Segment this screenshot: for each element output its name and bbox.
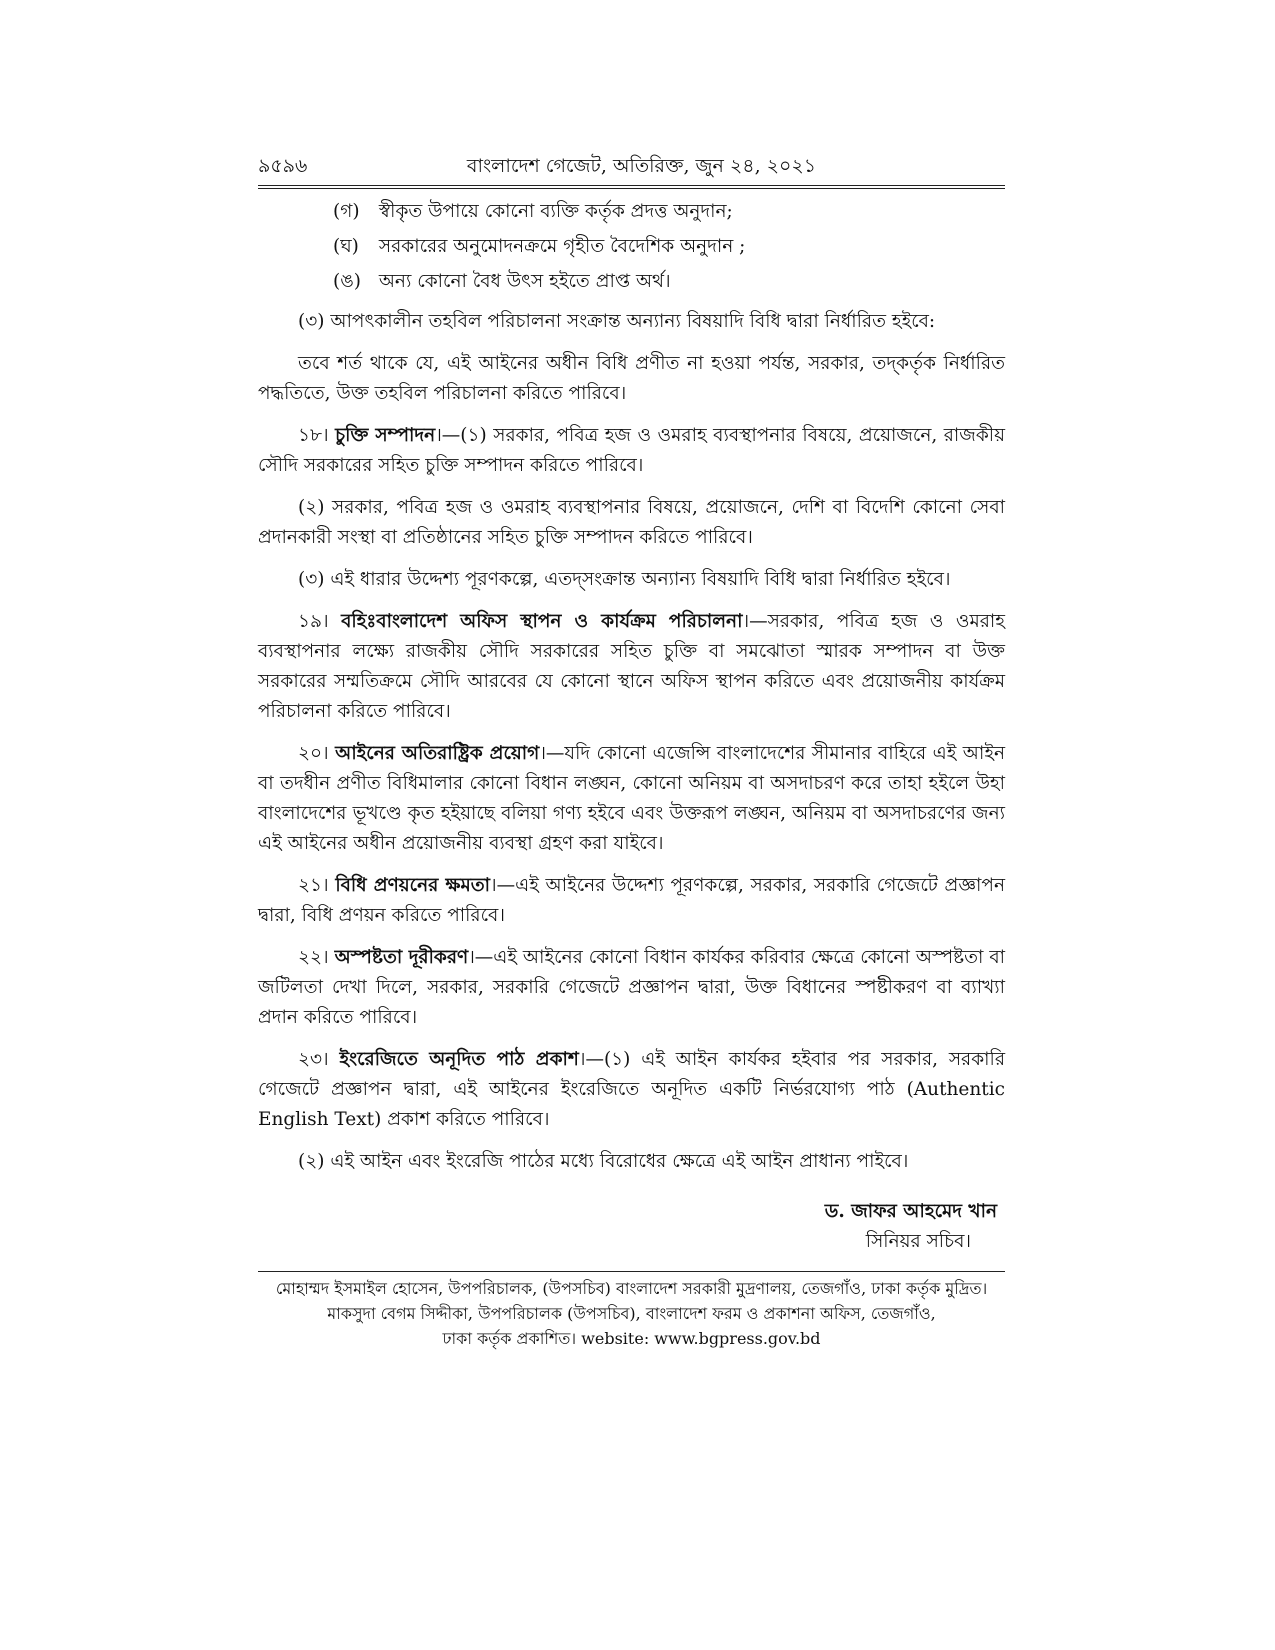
subsection-23-2: (২) এই আইন এবং ইংরেজি পাঠের মধ্যে বিরোধের ক্ষেত্রে এই আইন প্রাধান্য পাইবে। [298,1151,909,1172]
gazette-title: বাংলাদেশ গেজেট, অতিরিক্ত, জুন ২৪, ২০২১ [466,155,817,177]
section-title: ইংরেজিতে অনূদিত পাঠ প্রকাশ [339,1049,579,1070]
document-body [258,197,1005,1177]
item-marker: (ঙ) [333,271,362,292]
section-title: বিধি প্রণয়নের ক্ষমতা [335,875,491,896]
list-item [258,267,1005,297]
list-item [258,197,1005,227]
section-number: ২২। [298,947,329,968]
section-title: বহিঃবাংলাদেশ অফিস স্থাপন ও কার্যক্রম পরিচালনা [341,611,743,632]
header-rule [258,185,1005,186]
header-rule-2 [258,188,1005,189]
footer-line: মাকসুদা বেগম সিদ্দীকা, উপপরিচালক (উপসচিব), বাংলাদেশ ফরম ও প্রকাশনা অফিস, তেজগাঁও, [327,1304,936,1323]
section-number: ২১। [298,875,329,896]
section-text: ।—সরকার, পবিত্র হজ ও ওমরাহ ব্যবস্থাপনার লক্ষ্যে রাজকীয় সৌদি সরকারের সহিত চুক্তি বা সমঝোতা স্মারক সম্পাদন বা উক্ত সরকারের সম্মতিক্রমে সৌদি আরবের যে কোনো স্থানে অফিস স্থাপন করিতে এবং প্রয়োজনীয় কার্যক্রম পরিচালনা করিতে পারিবে। [258,611,1005,722]
signatory-designation: সিনিয়র সচিব। [865,1231,971,1252]
page-header [258,152,1005,182]
section-text: ।—(১) সরকার, পবিত্র হজ ও ওমরাহ ব্যবস্থাপনার বিষয়ে, প্রয়োজনে, রাজকীয় সৌদি সরকারের সহিত চুক্তি সম্পাদন করিতে পারিবে। [258,425,1005,476]
publisher-footer [258,1271,1005,1351]
item-text: সরকারের অনুমোদনক্রমে গৃহীত বৈদেশিক অনুদান ; [378,236,746,257]
section-title: চুক্তি সম্পাদন [335,425,436,446]
section-20 [258,739,1005,859]
section-21 [258,871,1005,931]
section-title: আইনের অতিরাষ্ট্রিক প্রয়োগ [335,743,540,764]
subsection-18-2: (২) সরকার, পবিত্র হজ ও ওমরাহ ব্যবস্থাপনার বিষয়ে, প্রয়োজনে, দেশি বা বিদেশি কোনো সেবা প্রদানকারী সংস্থা বা প্রতিষ্ঠানের সহিত চুক্তি সম্পাদন করিতে পারিবে। [258,497,1005,548]
item-marker: (ঘ) [333,236,359,257]
section-text: ।—এই আইনের কোনো বিধান কার্যকর করিবার ক্ষেত্রে কোনো অস্পষ্টতা বা জটিলতা দেখা দিলে, সরকার, সরকারি গেজেটে প্রজ্ঞাপন দ্বারা, উক্ত বিধানের স্পষ্টীকরণ বা ব্যাখ্যা প্রদান করিতে পারিবে। [258,947,1005,1028]
section-number: ২৩। [298,1049,329,1070]
item-text: স্বীকৃত উপায়ে কোনো ব্যক্তি কর্তৃক প্রদত্ত অনুদান; [378,201,733,222]
proviso: তবে শর্ত থাকে যে, এই আইনের অধীন বিধি প্রণীত না হওয়া পর্যন্ত, সরকার, তদ্‌কর্তৃক নির্ধারিত পদ্ধতিতে, উক্ত তহবিল পরিচালনা করিতে পারিবে। [258,353,1005,404]
section-number: ১৮। [298,425,329,446]
section-number: ১৯। [298,611,329,632]
section-19 [258,607,1005,727]
footer-line: মোহাম্মদ ইসমাইল হোসেন, উপপরিচালক, (উপসচিব) বাংলাদেশ সরকারী মুদ্রণালয়, তেজগাঁও, ঢাকা কর্তৃক মুদ্রিত। [275,1279,988,1298]
item-marker: (গ) [333,201,360,222]
section-text: ।—(১) এই আইন কার্যকর হইবার পর সরকার, সরকারি গেজেটে প্রজ্ঞাপন দ্বারা, এই আইনের ইংরেজিতে অনূদিত একটি নির্ভরযোগ্য পাঠ (Authentic English Text) প্রকাশ করিতে পারিবে। [258,1049,1005,1130]
section-23 [258,1045,1005,1135]
subsection-17-3: (৩) আপৎকালীন তহবিল পরিচালনা সংক্রান্ত অন্যান্য বিষয়াদি বিধি দ্বারা নির্ধারিত হইবে: [298,311,936,332]
list-item [258,232,1005,262]
section-22 [258,943,1005,1033]
subsection-18-3: (৩) এই ধারার উদ্দেশ্য পূরণকল্পে, এতদ্‌সংক্রান্ত অন্যান্য বিষয়াদি বিধি দ্বারা নির্ধারিত হইবে। [298,569,951,590]
section-text: ।—যদি কোনো এজেন্সি বাংলাদেশের সীমানার বাহিরে এই আইন বা তদধীন প্রণীত বিধিমালার কোনো বিধান লঙ্ঘন, কোনো অনিয়ম বা অসদাচরণ করে তাহা হইলে উহা বাংলাদেশের ভূখণ্ডে কৃত হইয়াছে বলিয়া গণ্য হইবে এবং উক্তরূপ লঙ্ঘন, অনিয়ম বা অসদাচরণের জন্য এই আইনের অধীন প্রয়োজনীয় ব্যবস্থা গ্রহণ করা যাইবে। [258,743,1005,854]
gazette-page [258,152,1005,1351]
section-text: ।—এই আইনের উদ্দেশ্য পূরণকল্পে, সরকার, সরকারি গেজেটে প্রজ্ঞাপন দ্বারা, বিধি প্রণয়ন করিতে পারিবে। [258,875,1005,926]
page-number: ৯৫৯৬ [258,155,308,177]
section-18 [258,421,1005,481]
signatory-name: ড. জাফর আহমেদ খান [824,1201,997,1222]
footer-line: ঢাকা কর্তৃক প্রকাশিত। website: www.bgpress.gov.bd [442,1329,821,1348]
section-number: ২০। [298,743,329,764]
item-text: অন্য কোনো বৈধ উৎস হইতে প্রাপ্ত অর্থ। [378,271,671,292]
signature-block [258,1197,1005,1257]
section-title: অস্পষ্টতা দূরীকরণ [334,947,469,968]
